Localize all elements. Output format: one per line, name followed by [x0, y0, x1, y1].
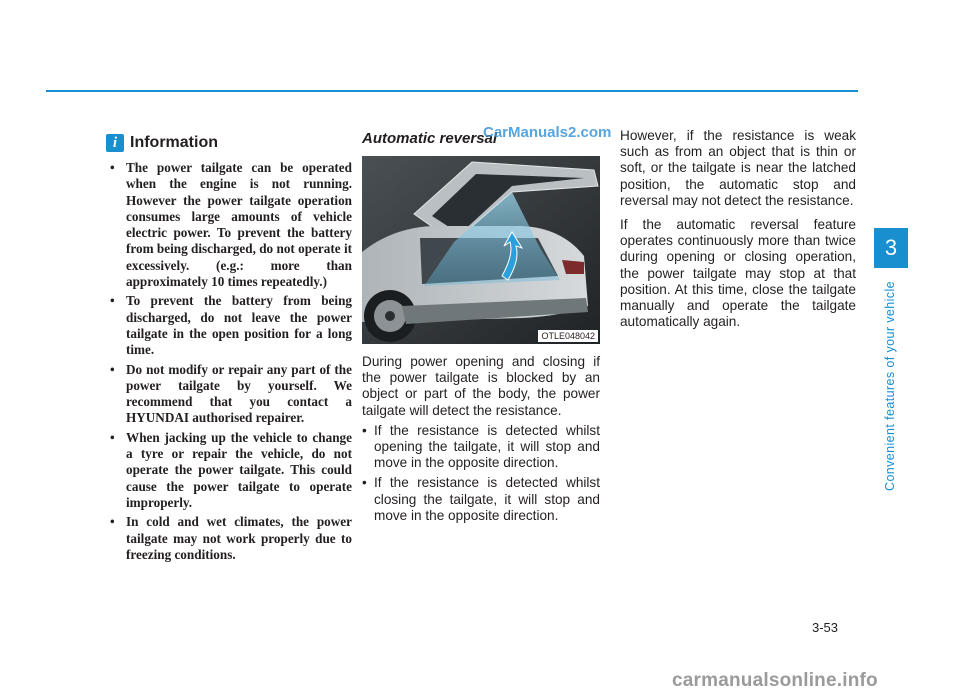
figure-caption: OTLE048042: [538, 330, 598, 342]
top-rule: [46, 90, 858, 92]
information-item: • The power tailgate can be operated when the engine is not running. However the power tailgate operation consumes large amounts of vehicle electric power. To prevent the battery from being discharged, do not operate it excessively. (e.g.: more than approximately 10 times repeatedly.): [106, 160, 352, 290]
right-column: [620, 128, 856, 338]
right-paragraph: If the automatic reversal feature operates continuously more than twice during opening or closing operation, the power tailgate may stop at that position. At this time, close the tailgate manually and operate the tailgate automatically again.: [620, 217, 856, 330]
information-section: [106, 132, 352, 566]
chapter-label: [878, 276, 902, 496]
watermark: CarManuals2.com: [483, 124, 612, 141]
section-bullet: • If the resistance is detected whilst closing the tailgate, it will stop and move in the opposite direction.: [362, 475, 600, 524]
footer-brand: carmanualsonline.info: [672, 670, 878, 691]
section-bullet: • If the resistance is detected whilst opening the tailgate, it will stop and move in the opposite direction.: [362, 423, 600, 472]
information-title: Information: [130, 134, 218, 151]
information-item: • Do not modify or repair any part of the power tailgate by yourself. We recommend that you contact a HYUNDAI authorised repairer.: [106, 362, 352, 427]
information-list: [106, 160, 352, 563]
section-title: Automatic reversal: [362, 130, 498, 147]
chapter-tab: 3: [874, 228, 908, 268]
tailgate-figure: [362, 156, 600, 344]
information-item: • When jacking up the vehicle to change a tyre or repair the vehicle, do not operate the power tailgate. This could cause the power tailgate to operate improperly.: [106, 430, 352, 511]
page-number: 3-53: [812, 620, 839, 635]
information-header: [106, 132, 352, 154]
section-bullet-list: [362, 423, 600, 524]
info-icon: i: [106, 134, 124, 152]
automatic-reversal-section: [362, 128, 600, 528]
section-intro: During power opening and closing if the power tailgate is blocked by an object or part of the body, the power tailgate will detect the resistance.: [362, 354, 600, 418]
chapter-label-text: Convenient features of your vehicle: [883, 281, 898, 491]
right-paragraph: However, if the resistance is weak such as from an object that is thin or soft, or the tailgate is near the latched position, the automatic stop and reversal may not detect the resistance.: [620, 128, 856, 208]
tailgate-illustration: [362, 156, 600, 344]
information-item: • In cold and wet climates, the power tailgate may not work properly due to freezing conditions.: [106, 514, 352, 563]
information-item: • To prevent the battery from being discharged, do not leave the power tailgate in the open position for a long time.: [106, 293, 352, 358]
